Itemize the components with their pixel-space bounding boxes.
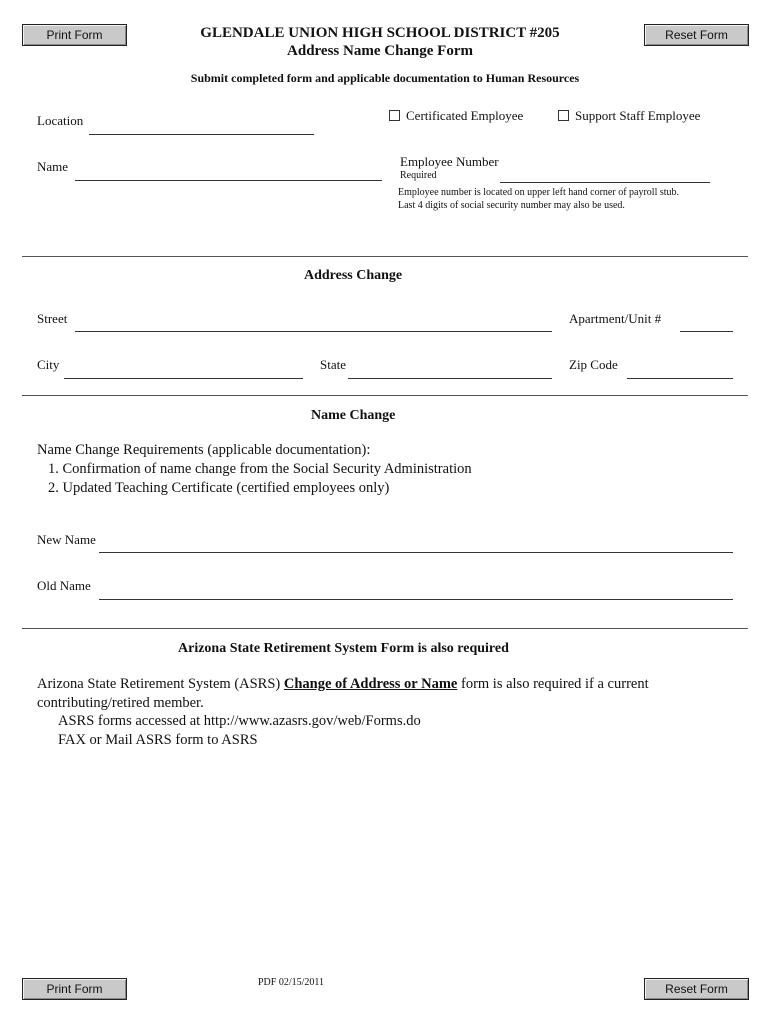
employee-number-note-1: Employee number is located on upper left hand corner of payroll stub. xyxy=(398,187,680,198)
asrs-section-title: Arizona State Retirement System Form is also required xyxy=(178,641,509,656)
asrs-forms-url: ASRS forms accessed at http://www.azasrs.gov/web/Forms.do xyxy=(58,713,421,729)
employee-number-note-2: Last 4 digits of social security number may also be used. xyxy=(398,200,625,211)
location-label: Location xyxy=(37,113,84,128)
state-input[interactable] xyxy=(348,362,552,379)
employee-number-label: Employee Number xyxy=(400,154,499,169)
requirements-heading: Name Change Requirements (applicable documentation): xyxy=(37,442,371,458)
name-input[interactable] xyxy=(75,164,382,181)
new-name-label: New Name xyxy=(37,532,96,547)
city-input[interactable] xyxy=(64,362,303,379)
reset-form-button[interactable]: Reset Form xyxy=(644,24,749,46)
certificated-employee-checkbox[interactable] xyxy=(389,110,400,121)
required-label: Required xyxy=(400,170,437,181)
street-label: Street xyxy=(37,311,68,326)
form-title: Address Name Change Form xyxy=(287,43,473,59)
support-staff-employee-checkbox[interactable] xyxy=(558,110,569,121)
name-change-title: Name Change xyxy=(311,408,396,423)
asrs-line-1-start: Arizona State Retirement System (ASRS) xyxy=(37,676,284,692)
print-form-button-bottom[interactable]: Print Form xyxy=(22,978,127,1000)
address-change-title: Address Change xyxy=(304,268,403,283)
asrs-fax-mail: FAX or Mail ASRS form to ASRS xyxy=(58,732,258,748)
asrs-line-1-end: form is also required if a current xyxy=(457,676,649,692)
employee-number-input[interactable] xyxy=(500,166,710,183)
asrs-line-2: contributing/retired member. xyxy=(37,695,204,711)
apartment-input[interactable] xyxy=(680,315,733,332)
requirement-item-2: 2. Updated Teaching Certificate (certified employees only) xyxy=(48,480,390,496)
divider-address xyxy=(22,256,748,257)
pdf-version-date: PDF 02/15/2011 xyxy=(258,977,325,988)
old-name-label: Old Name xyxy=(37,578,91,593)
zip-code-label: Zip Code xyxy=(569,357,618,372)
street-input[interactable] xyxy=(75,315,552,332)
divider-name xyxy=(22,395,748,396)
zip-code-input[interactable] xyxy=(627,362,733,379)
requirement-item-1: 1. Confirmation of name change from the Social Security Administration xyxy=(48,461,472,477)
location-input[interactable] xyxy=(89,118,314,135)
print-form-button[interactable]: Print Form xyxy=(22,24,127,46)
new-name-input[interactable] xyxy=(99,536,733,553)
district-title: GLENDALE UNION HIGH SCHOOL DISTRICT #205 xyxy=(200,25,560,41)
city-label: City xyxy=(37,357,60,372)
reset-form-button-bottom[interactable]: Reset Form xyxy=(644,978,749,1000)
name-label: Name xyxy=(37,159,69,174)
old-name-input[interactable] xyxy=(99,583,733,600)
asrs-line-1 xyxy=(37,676,649,693)
apartment-label: Apartment/Unit # xyxy=(569,311,662,326)
state-label: State xyxy=(320,357,346,372)
certificated-employee-label: Certificated Employee xyxy=(406,108,524,123)
submission-instruction: Submit completed form and applicable documentation to Human Resources xyxy=(190,71,580,85)
divider-asrs xyxy=(22,628,748,629)
change-of-address-or-name-link[interactable]: Change of Address or Name xyxy=(283,676,458,692)
support-staff-employee-label: Support Staff Employee xyxy=(575,108,701,123)
